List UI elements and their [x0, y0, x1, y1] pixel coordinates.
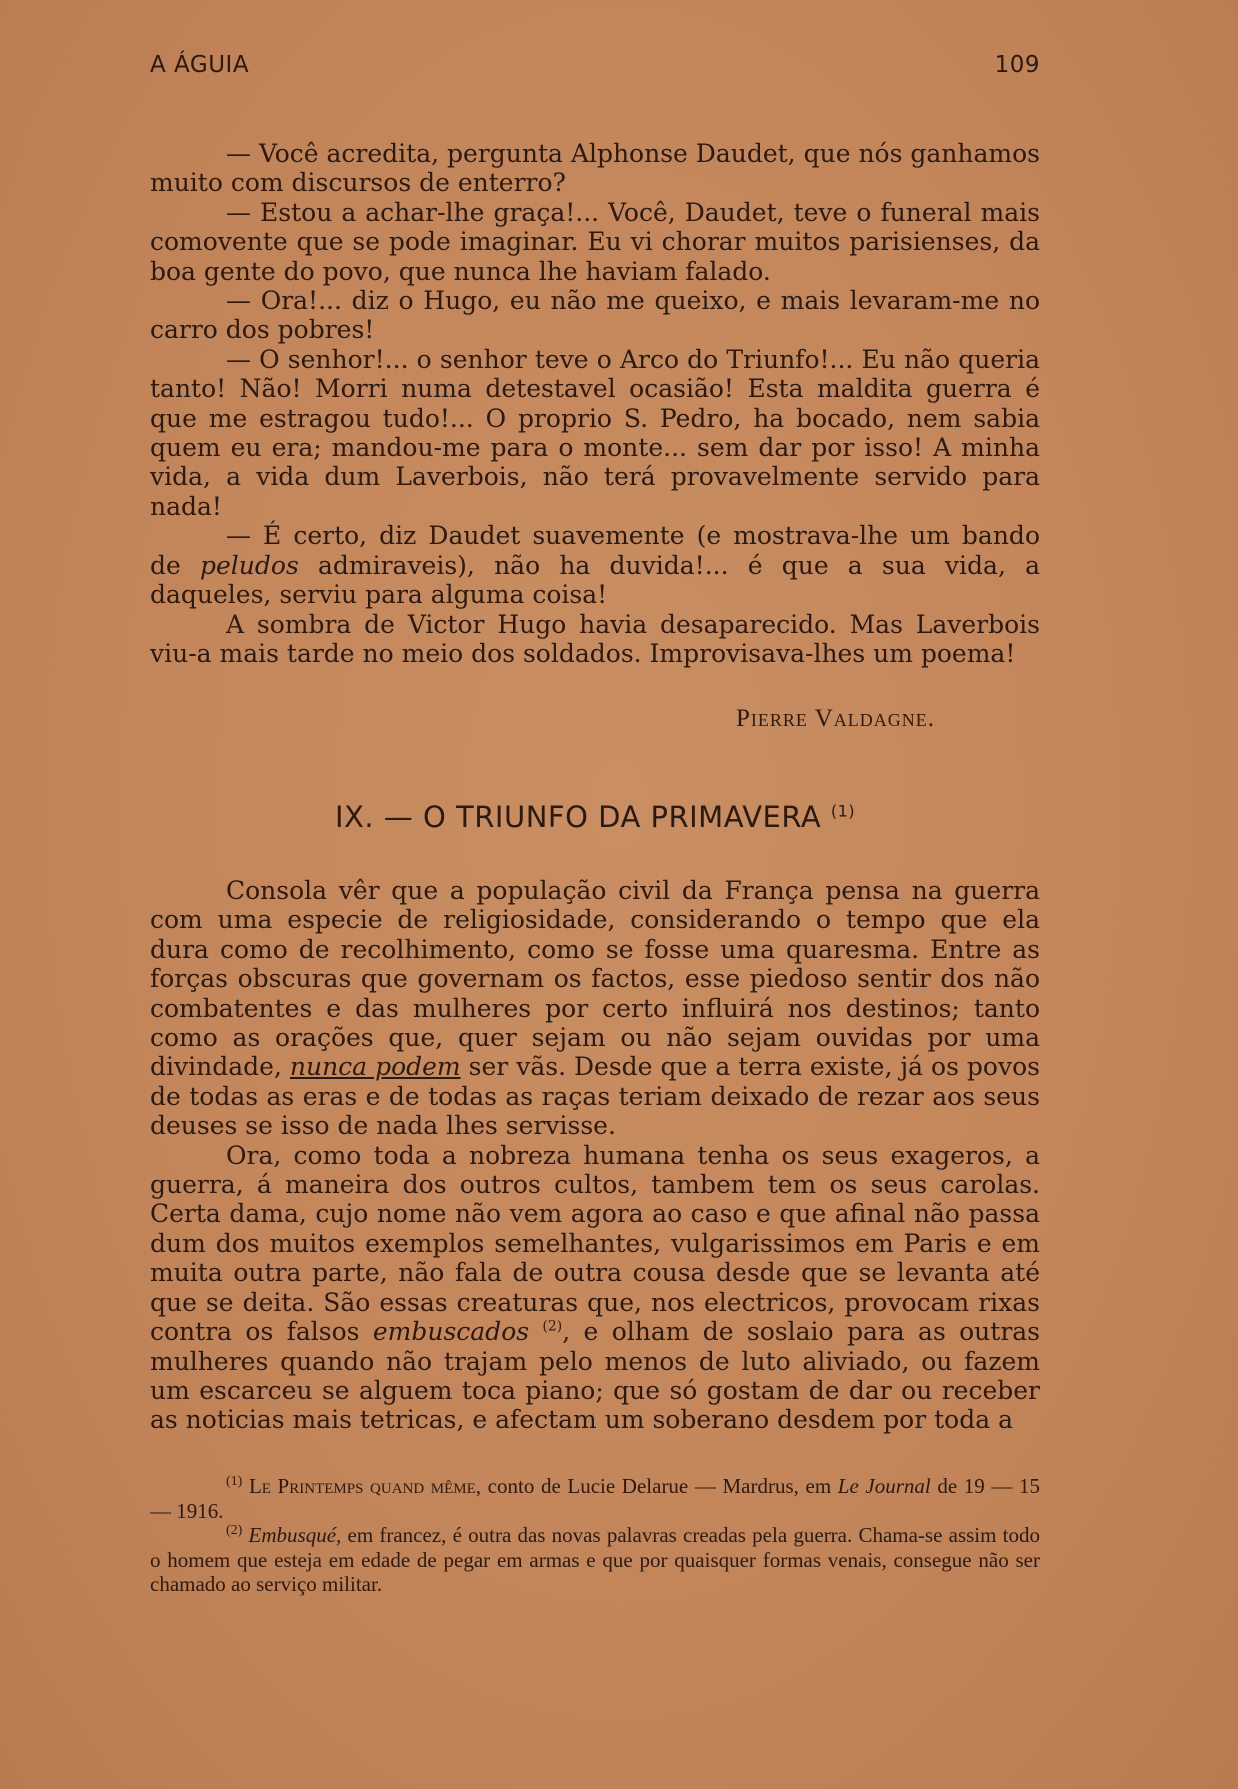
smallcaps-title: Le Printemps quand même,	[248, 1474, 482, 1498]
footnote-ref: (1)	[830, 801, 856, 821]
text-run: em francez, é outra das novas palavras creadas pela guerra. Chama-se assim todo o homem que esteja em edade de pegar em armas e que por quaisquer formas venais, consegue não ser chamado ao serviço militar.	[150, 1523, 1041, 1596]
text-run: conto de Lucie Delarue — Mardrus, em	[481, 1474, 838, 1498]
text-run: Ora, como toda a nobreza humana tenha os seus exageros, a guerra, á maneira dos outros cultos, tambem tem os seus carolas. Certa dama, cujo nome não vem agora ao caso e que afinal não passa dum dos muitos exemplos semelhantes, vulgarissimos em Paris e em muita outra parte, não fala de outra cousa desde que se levanta até que se deita. São essas creaturas que, nos electricos, provocam rixas contra os falsos	[150, 1140, 1040, 1347]
footnote-mark: (2)	[226, 1523, 243, 1538]
section-title-text: IX. — O TRIUNFO DA PRIMAVERA	[334, 800, 822, 834]
running-header	[150, 52, 1040, 78]
author-signature: Pierre Valdagne.	[736, 705, 935, 732]
paragraph	[150, 876, 1040, 1141]
paragraph: — O senhor!... o senhor teve o Arco do Triunfo!... Eu não queria tanto! Não! Morri numa detestavel ocasião! Esta maldita guerra é que me estragou tudo!... O proprio S. Pedro, ha bocado, nem sabia quem eu era; mandou-me para o monte... sem dar por isso! A minha vida, a vida dum Laverbois, não terá provavelmente servido para nada!	[150, 344, 1040, 521]
paragraph: — Ora!... diz o Hugo, eu não me queixo, e mais levaram-me no carro dos pobres!	[150, 286, 1040, 345]
section-heading	[150, 800, 1040, 834]
page-number: 109	[994, 52, 1040, 78]
text-run: ser vãs. Desde que a terra existe, já os povos de todas as eras e de todas as raças teriam deixado de rezar aos seus deuses se isso de nada lhes servisse.	[150, 1052, 1040, 1141]
dialogue-text-block	[150, 139, 1040, 668]
text-run: admiraveis), não ha duvida!... é que a sua vida, a daqueles, serviu para alguma coisa!	[150, 550, 1040, 610]
footnote-mark: (1)	[226, 1474, 243, 1489]
paragraph: A sombra de Victor Hugo havia desaparecido. Mas Laverbois viu-a mais tarde no meio dos soldados. Improvisava-lhes um poema!	[150, 609, 1040, 668]
footnote-1	[150, 1474, 1040, 1523]
footnotes	[150, 1474, 1040, 1597]
text-run: Consola vêr que a população civil da França pensa na guerra com uma especie de religiosidade, considerando o tempo que ela dura como de recolhimento, como se fosse uma quaresma. Entre as forças obscuras que governam os factos, esse piedoso sentir dos não combatentes e das mulheres por certo influirá nos destinos; tanto como as orações que, quer sejam ou não sejam ouvidas por uma divindade,	[150, 876, 1040, 1082]
footnote-ref: (2)	[542, 1318, 563, 1335]
paragraph	[150, 521, 1040, 609]
paragraph: — Estou a achar-lhe graça!... Você, Daudet, teve o funeral mais comovente que se pode imaginar. Eu vi chorar muitos parisienses, da boa gente do povo, que nunca lhe haviam falado.	[150, 197, 1040, 286]
paragraph	[150, 1141, 1040, 1435]
italic-title: Le Journal	[837, 1474, 931, 1498]
text-run: , e olham de soslaio para as outras mulheres quando não trajam pelo menos de luto aliviado, ou fazem um escarceu se alguem toca piano; que só gostam de dar ou receber as noticias mais tetricas, e afectam um soberano desdem por toda a	[150, 1317, 1041, 1435]
footnote-2	[150, 1523, 1040, 1597]
italic-word: Embusqué,	[248, 1523, 342, 1547]
text-run: de 19 — 15 — 1916.	[150, 1474, 1041, 1523]
paragraph: — Você acredita, pergunta Alphonse Daudet, que nós ganhamos muito com discursos de enterro?	[150, 139, 1040, 198]
italic-word: peludos	[200, 550, 299, 580]
text-run: — É certo, diz Daudet suavemente (e mostrava-lhe um bando de	[150, 521, 1040, 580]
journal-title: A ÁGUIA	[150, 52, 250, 78]
essay-text-block	[150, 876, 1040, 1435]
underlined-phrase: nunca podem	[289, 1052, 461, 1082]
italic-word: embuscados	[372, 1317, 530, 1347]
